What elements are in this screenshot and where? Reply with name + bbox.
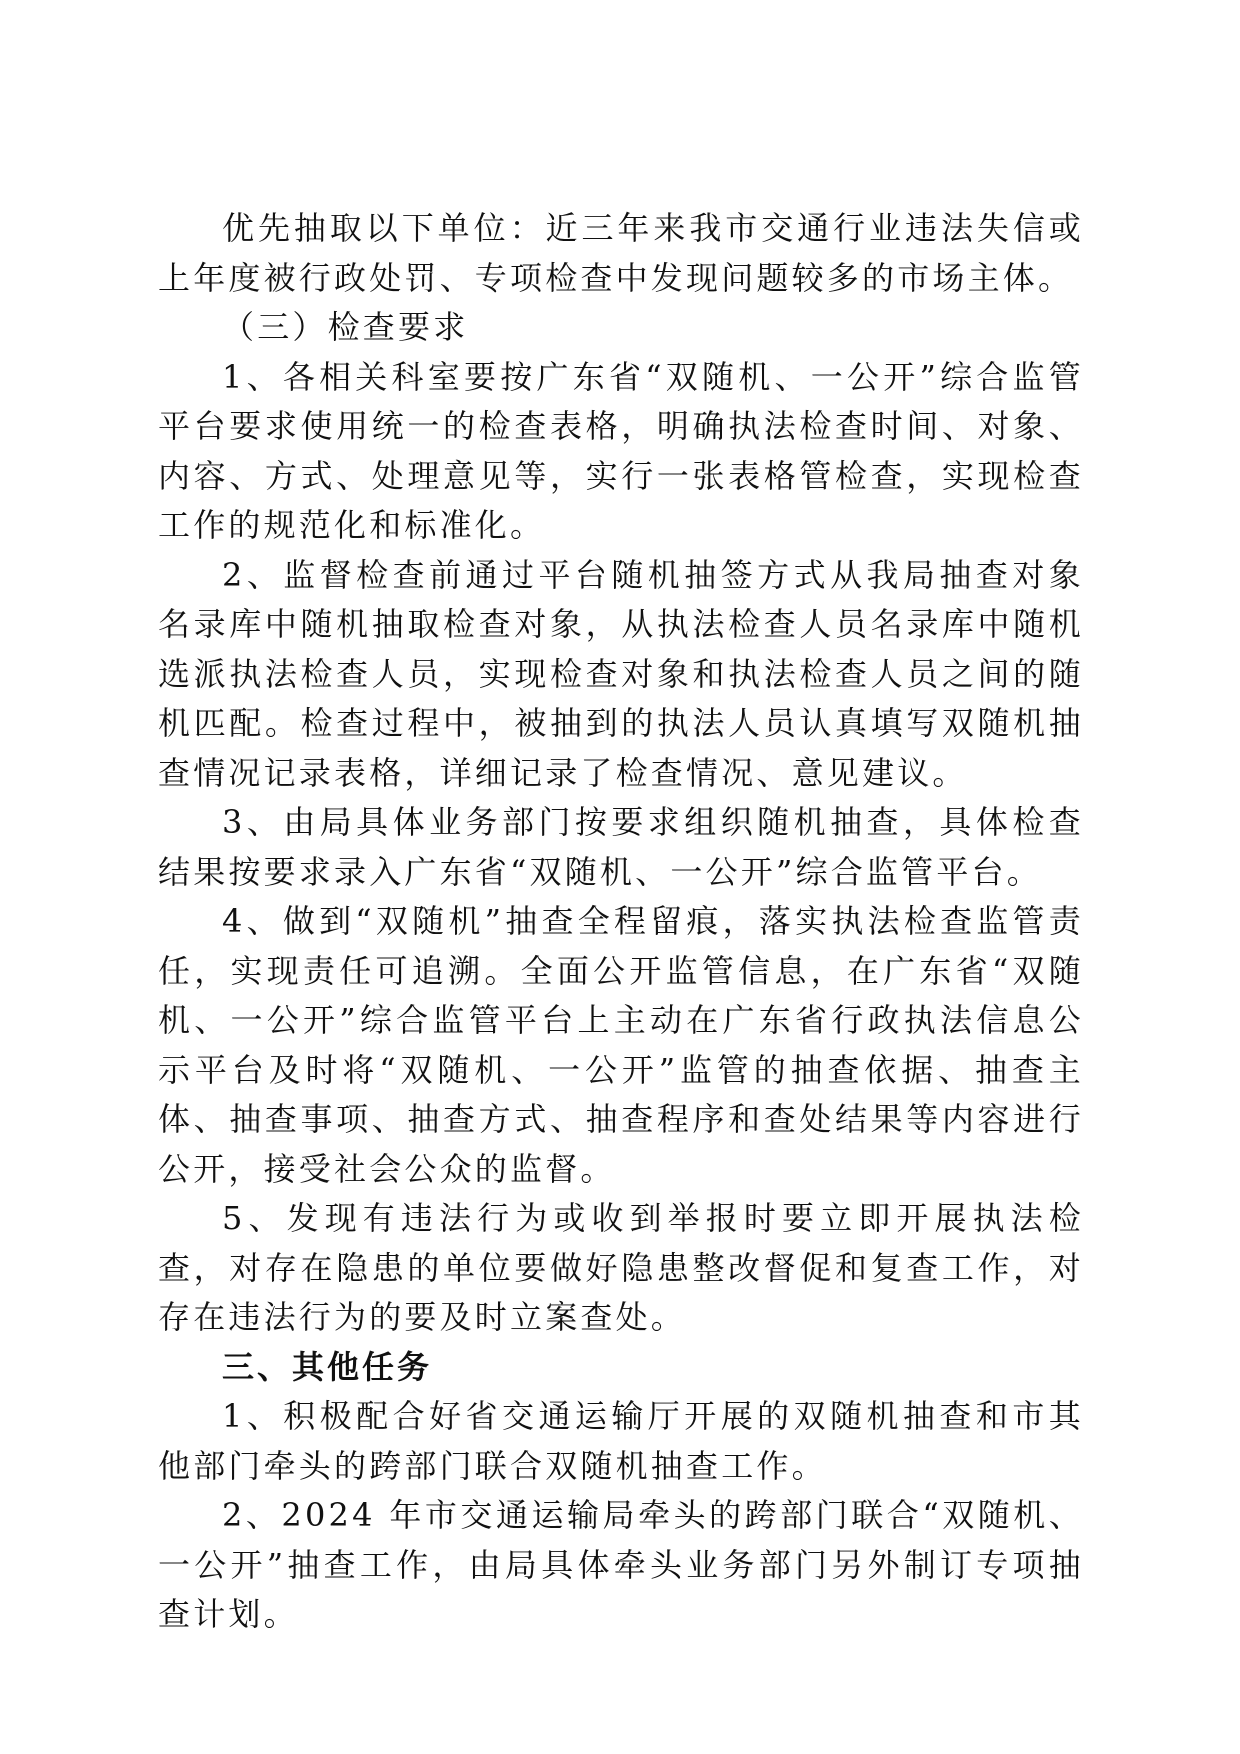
para-requirement-5: 5、发现有违法行为或收到举报时要立即开展执法检查，对存在隐患的单位要做好隐患整改督促和复查工作，对存在违法行为的要及时立案查处。: [158, 1199, 1084, 1336]
heading-other-tasks: 三、其他任务: [222, 1347, 433, 1386]
para-requirement-3: 3、由局具体业务部门按要求组织随机抽查，具体检查结果按要求录入广东省“双随机、一公开”综合监管平台。: [158, 803, 1084, 891]
para-task-2: 2、2024 年市交通运输局牵头的跨部门联合“双随机、一公开”抽查工作，由局具体牵头业务部门另外制订专项抽查计划。: [158, 1496, 1084, 1633]
para-requirement-2: 2、监督检查前通过平台随机抽签方式从我局抽查对象名录库中随机抽取检查对象，从执法检查人员名录库中随机选派执法检查人员，实现检查对象和执法检查人员之间的随机匹配。检查过程中，被抽到的执法人员认真填写双随机抽查情况记录表格，详细记录了检查情况、意见建议。: [158, 555, 1084, 792]
subheading-inspection-requirements: （三）检查要求: [222, 308, 469, 346]
para-requirement-4: 4、做到“双随机”抽查全程留痕，落实执法检查监管责任，实现责任可追溯。全面公开监管信息，在广东省“双随机、一公开”综合监管平台上主动在广东省行政执法信息公示平台及时将“双随机、一公开”监管的抽查依据、抽查主体、抽查事项、抽查方式、抽查程序和查处结果等内容进行公开，接受社会公众的监督。: [158, 902, 1084, 1188]
document-body: [158, 204, 1084, 1640]
para-task-1: 1、积极配合好省交通运输厅开展的双随机抽查和市其他部门牵头的跨部门联合双随机抽查工作。: [158, 1397, 1084, 1485]
para-requirement-1: 1、各相关科室要按广东省“双随机、一公开”综合监管平台要求使用统一的检查表格，明确执法检查时间、对象、内容、方式、处理意见等，实行一张表格管检查，实现检查工作的规范化和标准化。: [158, 357, 1084, 544]
para-priority-units: 优先抽取以下单位：近三年来我市交通行业违法失信或上年度被行政处罚、专项检查中发现问题较多的市场主体。: [158, 209, 1084, 297]
